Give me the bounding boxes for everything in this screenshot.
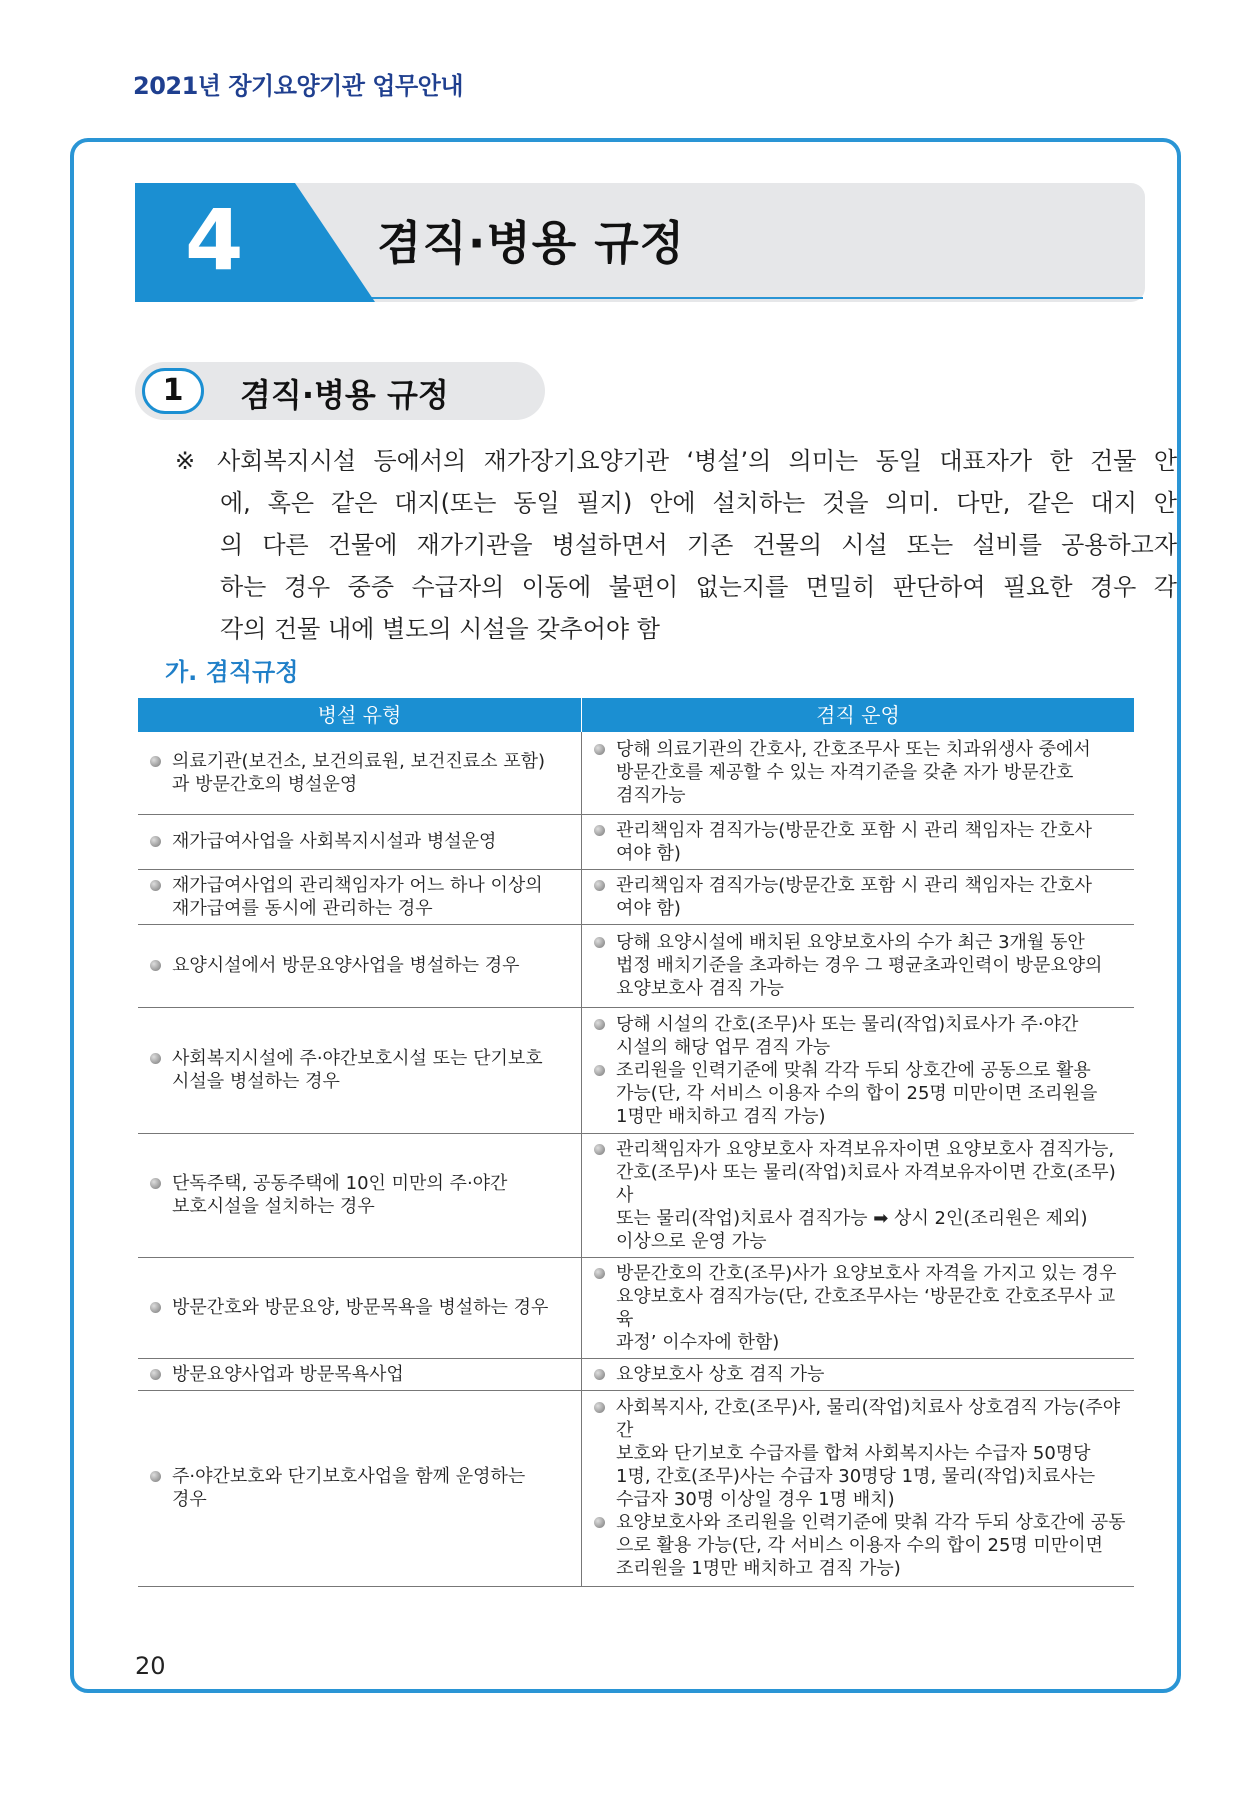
table-row bbox=[138, 814, 1134, 869]
cell-operation bbox=[582, 1257, 1135, 1358]
cell-text: 요양보호사와 조리원을 인력기준에 맞춰 각각 두되 상호간에 공동 으로 활용 가능(단, 각 서비스 이용자 수의 합이 25명 미만이면 조리원을 1명만 배치하고 겸직 가능) bbox=[616, 1512, 1126, 1579]
table-row bbox=[138, 924, 1134, 1007]
cell-text: 요양시설에서 방문요양사업을 병설하는 경우 bbox=[172, 955, 520, 976]
cell-operation bbox=[582, 732, 1135, 814]
cell-text: 사회복지시설에 주·야간보호시설 또는 단기보호 시설을 병설하는 경우 bbox=[172, 1048, 543, 1092]
subsection-title: 가. 겸직규정 bbox=[165, 658, 299, 686]
bullet-item bbox=[594, 1059, 1128, 1128]
cell-text: 재가급여사업의 관리책임자가 어느 하나 이상의 재가급여를 동시에 관리하는 경우 bbox=[172, 874, 543, 919]
note-lines bbox=[217, 440, 1177, 650]
cell-type bbox=[138, 924, 582, 1007]
bullet-item bbox=[150, 954, 575, 977]
cell-operation bbox=[582, 814, 1135, 869]
bullet-icon bbox=[594, 1369, 605, 1380]
section-title: 겸직·병용 규정 bbox=[240, 376, 449, 414]
table-row bbox=[138, 732, 1134, 814]
section-number: 1 bbox=[142, 368, 204, 414]
cell-type bbox=[138, 814, 582, 869]
bullet-item bbox=[594, 1396, 1128, 1511]
cell-text: 방문요양사업과 방문목욕사업 bbox=[172, 1363, 404, 1385]
bullet-item bbox=[594, 1363, 1128, 1386]
note-mark: ※ bbox=[175, 447, 196, 475]
bullet-icon bbox=[150, 1053, 161, 1064]
section-heading bbox=[135, 362, 545, 420]
bullet-item bbox=[150, 830, 575, 853]
bullet-item bbox=[150, 1047, 575, 1093]
cell-type bbox=[138, 1133, 582, 1257]
cell-type bbox=[138, 1358, 582, 1390]
cell-operation bbox=[582, 924, 1135, 1007]
bullet-icon bbox=[594, 1065, 605, 1076]
bullet-item bbox=[594, 931, 1128, 1000]
cell-text: 의료기관(보건소, 보건의료원, 보건진료소 포함) 과 방문간호의 병설운영 bbox=[172, 750, 546, 795]
bullet-icon bbox=[594, 1268, 605, 1279]
cell-text: 방문간호의 간호(조무)사가 요양보호사 자격을 가지고 있는 경우 요양보호사 겸직가능(단, 간호조무사는 ‘방문간호 간호조무사 교육 과정’ 이수자에 한함) bbox=[616, 1262, 1117, 1353]
note-line: 하는 경우 중증 수급자의 이동에 불편이 없는지를 면밀히 판단하여 필요한 경우 각 bbox=[220, 573, 1177, 601]
table-header-row bbox=[138, 698, 1134, 732]
bullet-icon bbox=[594, 1019, 605, 1030]
column-header-operation: 겸직 운영 bbox=[582, 698, 1135, 732]
bullet-icon bbox=[594, 880, 605, 891]
bullet-item bbox=[594, 1138, 1128, 1253]
table-row bbox=[138, 1133, 1134, 1257]
bullet-icon bbox=[594, 1144, 605, 1155]
bullet-icon bbox=[150, 880, 161, 891]
cell-type bbox=[138, 869, 582, 924]
bullet-item bbox=[594, 1262, 1128, 1354]
cell-type bbox=[138, 732, 582, 814]
table-row bbox=[138, 1257, 1134, 1358]
bullet-icon bbox=[150, 1471, 161, 1482]
cell-type bbox=[138, 1390, 582, 1586]
cell-text: 주·야간보호와 단기보호사업을 함께 운영하는 경우 bbox=[172, 1466, 526, 1510]
bullet-icon bbox=[594, 744, 605, 755]
cell-text: 관리책임자 겸직가능(방문간호 포함 시 관리 책임자는 간호사 여야 함) bbox=[616, 819, 1093, 864]
table-row bbox=[138, 869, 1134, 924]
document-header-title: 2021년 장기요양기관 업무안내 bbox=[133, 72, 464, 100]
cell-type bbox=[138, 1257, 582, 1358]
bullet-item bbox=[594, 1511, 1128, 1580]
concurrent-duty-table bbox=[138, 698, 1134, 1587]
cell-operation bbox=[582, 869, 1135, 924]
bullet-icon bbox=[594, 825, 605, 836]
cell-text: 단독주택, 공동주택에 10인 미만의 주·야간 보호시설을 설치하는 경우 bbox=[172, 1173, 508, 1217]
bullet-item bbox=[594, 1013, 1128, 1059]
cell-text: 재가급여사업을 사회복지시설과 병설운영 bbox=[172, 831, 497, 852]
cell-text: 관리책임자 겸직가능(방문간호 포함 시 관리 책임자는 간호사 여야 함) bbox=[616, 874, 1093, 919]
cell-text: 방문간호와 방문요양, 방문목욕을 병설하는 경우 bbox=[172, 1297, 549, 1318]
bullet-icon bbox=[150, 756, 161, 767]
cell-text: 조리원을 인력기준에 맞춰 각각 두되 상호간에 공동으로 활용 가능(단, 각 서비스 이용자 수의 합이 25명 미만이면 조리원을 1명만 배치하고 겸직 가능) bbox=[616, 1059, 1098, 1127]
note-line: 각의 건물 내에 별도의 시설을 갖추어야 함 bbox=[220, 615, 660, 643]
chapter-banner bbox=[135, 183, 1145, 302]
bullet-item bbox=[150, 1363, 575, 1386]
bullet-item bbox=[594, 874, 1128, 920]
table-row bbox=[138, 1007, 1134, 1133]
bullet-item bbox=[594, 738, 1128, 807]
cell-type bbox=[138, 1007, 582, 1133]
cell-operation bbox=[582, 1133, 1135, 1257]
note-line: 에, 혹은 같은 대지(또는 동일 필지) 안에 설치하는 것을 의미. 다만, 같은 대지 안 bbox=[220, 489, 1177, 517]
cell-text: 당해 시설의 간호(조무)사 또는 물리(작업)치료사가 주·야간 시설의 해당 업무 겸직 가능 bbox=[616, 1013, 1079, 1058]
table-body bbox=[138, 732, 1134, 1586]
cell-text: 요양보호사 상호 겸직 가능 bbox=[616, 1363, 825, 1385]
column-header-type: 병설 유형 bbox=[138, 698, 582, 732]
cell-text: 사회복지사, 간호(조무)사, 물리(작업)치료사 상호겸직 가능(주야간 보호와 단기보호 수급자를 합쳐 사회복지사는 수급자 50명당 1명, 간호(조무)사는 수급자 30명당 1명, 물리(작업)치료사는 수급자 30명 이상일 경우 1명 배치) bbox=[616, 1397, 1121, 1510]
bullet-icon bbox=[150, 836, 161, 847]
bullet-icon bbox=[594, 937, 605, 948]
cell-operation bbox=[582, 1390, 1135, 1586]
table-row bbox=[138, 1390, 1134, 1586]
cell-text: 당해 의료기관의 간호사, 간호조무사 또는 치과위생사 중에서 방문간호를 제공할 수 있는 자격기준을 갖춘 자가 방문간호 겸직가능 bbox=[616, 739, 1091, 807]
cell-text: 관리책임자가 요양보호사 자격보유자이면 요양보호사 겸직가능, 간호(조무)사 또는 물리(작업)치료사 자격보유자이면 간호(조무)사 또는 물리(작업)치료사 겸직가능 ➡ 상시 2인(조리원은 제외) 이상으로 운영 가능 bbox=[616, 1138, 1116, 1252]
bullet-item bbox=[150, 1465, 575, 1511]
bullet-icon bbox=[594, 1517, 605, 1528]
bullet-item bbox=[594, 819, 1128, 865]
cell-operation bbox=[582, 1358, 1135, 1390]
note-line: 사회복지시설 등에서의 재가장기요양기관 ‘병설’의 의미는 동일 대표자가 한 건물 안 bbox=[217, 447, 1177, 475]
bullet-item bbox=[150, 874, 575, 920]
chapter-number: 4 bbox=[185, 191, 244, 289]
bullet-icon bbox=[150, 1178, 161, 1189]
bullet-icon bbox=[594, 1402, 605, 1413]
cell-text: 당해 요양시설에 배치된 요양보호사의 수가 최근 3개월 동안 법정 배치기준을 초과하는 경우 그 평균초과인력이 방문요양의 요양보호사 겸직 가능 bbox=[616, 932, 1103, 999]
bullet-icon bbox=[150, 960, 161, 971]
bullet-item bbox=[150, 1296, 575, 1319]
page-number: 20 bbox=[135, 1652, 166, 1680]
chapter-banner-underline bbox=[285, 297, 1143, 299]
bullet-icon bbox=[150, 1302, 161, 1313]
cell-operation bbox=[582, 1007, 1135, 1133]
bullet-item bbox=[150, 1172, 575, 1218]
bullet-icon bbox=[150, 1369, 161, 1380]
note-line: 의 다른 건물에 재가기관을 병설하면서 기존 건물의 시설 또는 설비를 공용하고자 bbox=[220, 531, 1177, 559]
chapter-title: 겸직·병용 규정 bbox=[377, 216, 686, 270]
bullet-item bbox=[150, 750, 575, 796]
table-row bbox=[138, 1358, 1134, 1390]
